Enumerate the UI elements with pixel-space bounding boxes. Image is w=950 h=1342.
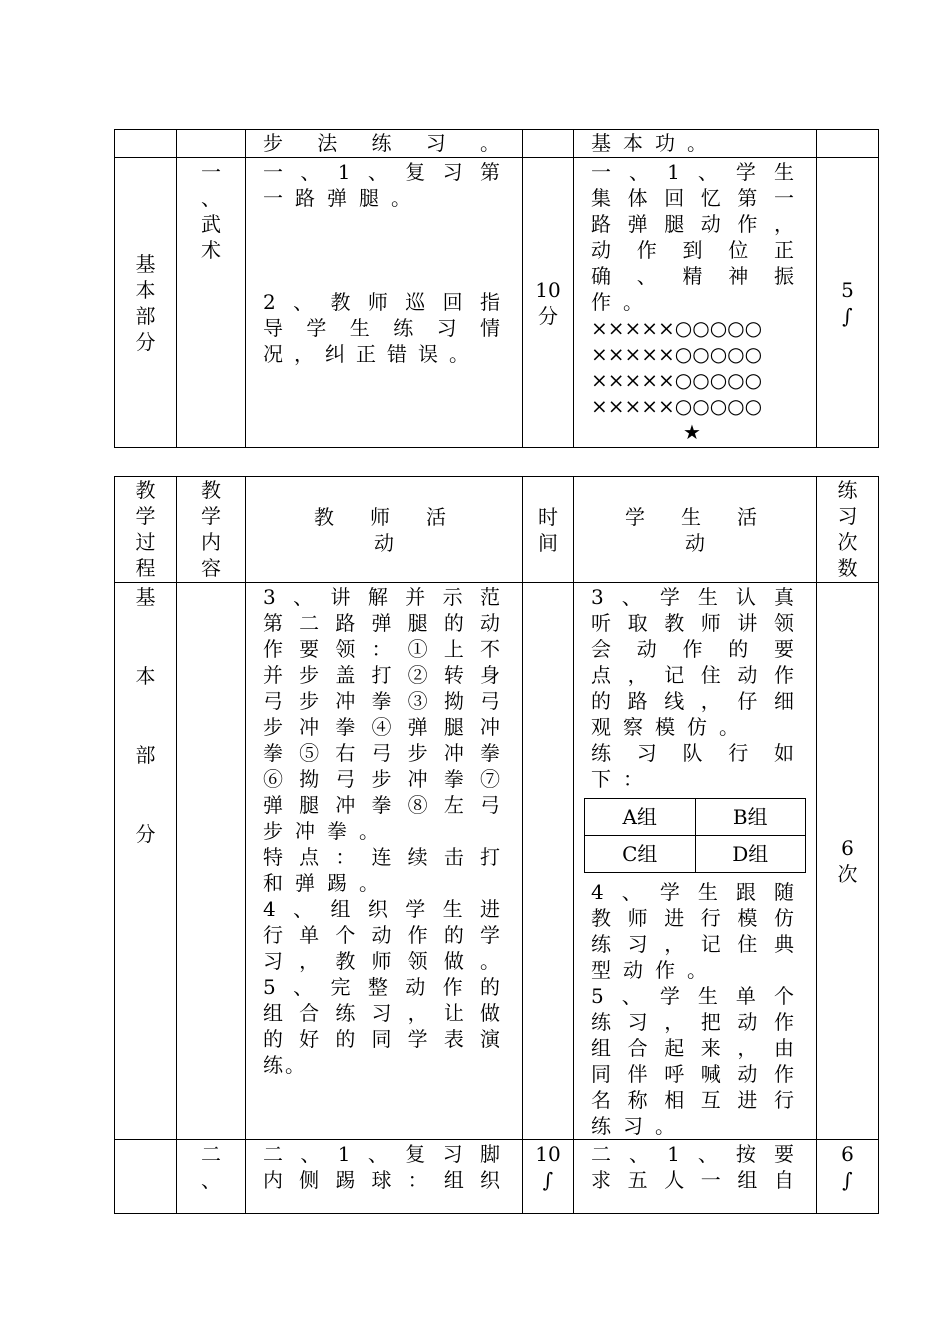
student-line: 的路线，仔细 [591,689,796,713]
header-char: 教 [201,478,221,502]
topic-char: 二 [201,1142,221,1166]
student-line: 一、1、学生 [591,160,796,184]
formation-row: ×××××○○○○○ [591,368,763,392]
student-line: 3、学生认真 [591,585,796,609]
teacher-activity-cell [246,130,523,158]
teacher-line: 5、完整动作的 [263,975,502,999]
student-line: 动作到位正 [591,238,796,262]
student-line: 练习队行如 [591,741,796,765]
teacher-line: 弓步冲拳③拗弓 [263,689,502,713]
topic-cell [177,130,246,158]
header-char: 容 [201,556,221,580]
count-value: 6 [841,1142,854,1166]
time-cell [523,583,574,1140]
teacher-activity-cell [246,583,523,1140]
time-value: 10 [535,1142,561,1166]
teacher-line: 拳⑤右弓步冲拳 [263,741,502,765]
count-unit: ∫ [842,1168,853,1192]
table-header-row [115,477,879,583]
student-line: 二、1、按要 [591,1142,796,1166]
group-a: A组 [585,799,696,836]
header-teacher [246,477,523,583]
process-cell [115,130,177,158]
student-line: 听取教师讲领 [591,611,796,635]
formation-row: ×××××○○○○○ [591,316,763,340]
time-cell [523,1140,574,1214]
topic-char: 术 [201,238,221,262]
student-line: 确、精神振 [591,264,796,288]
topic-cell [177,1140,246,1214]
student-line: 求五人一组自 [591,1168,796,1192]
header-student [574,477,817,583]
teacher-line: 一路弹腿。 [263,186,423,210]
count-value: 6 [841,836,854,860]
formation-row: ×××××○○○○○ [591,342,763,366]
process-char: 分 [135,329,156,354]
count-cell [817,130,879,158]
count-value: 5 [841,277,854,302]
student-line: 观察模仿。 [591,715,751,739]
teacher-line: 二、1、复习脚 [263,1142,502,1166]
teacher-line: 3、讲解并示范 [263,585,502,609]
teacher-line: 行单个动作的学 [263,923,502,947]
teacher-activity-cell [246,1140,523,1214]
student-line: 同伴呼喊动作 [591,1062,796,1086]
teacher-line: 作要领：①上不 [263,637,502,661]
teacher-line: 第二路弹腿的动 [263,611,502,635]
topic-char: 、 [201,1168,221,1192]
header-process [115,477,177,583]
header-char: 练 [837,478,858,502]
header-text: 学 生 活 [625,504,765,529]
time-cell [523,130,574,158]
student-text: 基本功。 [591,131,719,155]
topic-cell [177,583,246,1140]
header-text: 动 [685,530,705,555]
student-line: 路弹腿动作， [591,212,796,236]
topic-cell [177,158,246,448]
process-char: 本 [135,277,156,302]
teacher-line: 2、教师巡回指 [263,290,502,314]
teacher-text: 步法练习。 [263,131,502,155]
header-char: 数 [837,556,858,580]
table-row [115,158,879,448]
header-char: 次 [837,530,858,554]
process-cell [115,1140,177,1214]
teacher-line [246,263,522,289]
teacher-line: 组合练习，让做 [263,1001,502,1025]
table-row [115,130,879,158]
count-cell [817,583,879,1140]
teacher-line: 的好的同学表演 [263,1027,502,1051]
header-char: 内 [201,530,221,554]
student-line: 组合起来，由 [591,1036,796,1060]
process-char: 基 [135,251,156,276]
count-unit: ∫ [842,303,853,328]
header-char: 过 [135,530,156,554]
header-char: 习 [837,504,858,528]
count-unit: 次 [837,862,858,886]
time-unit: ∫ [542,1168,554,1192]
teacher-line: 并步盖打②转身 [263,663,502,687]
time-value: 10 [535,277,561,302]
star-icon: ★ [683,420,701,444]
process-char: 分 [135,822,156,846]
student-line: 会动作的要 [591,637,796,661]
student-line: 教师进行模仿 [591,906,796,930]
teacher-line: 步冲拳。 [263,819,391,843]
student-line: 练习。 [591,1114,687,1138]
time-unit: 分 [538,303,558,328]
header-topic [177,477,246,583]
header-count [817,477,879,583]
lesson-table-1 [114,129,879,448]
teacher-line: 习，教师领做。 [263,949,502,973]
student-activity-cell [574,158,817,448]
group-d: D组 [695,836,806,873]
process-char: 部 [135,743,156,767]
teacher-line: 一、1、复习第 [263,160,502,184]
count-cell [817,158,879,448]
teacher-line: ⑥拗弓步冲拳⑦ [263,767,502,791]
student-line: 作。 [591,290,655,314]
student-activity-cell [574,130,817,158]
formation-row: ×××××○○○○○ [591,394,763,418]
topic-char: 一 [201,160,221,184]
table-row [115,1140,879,1214]
teacher-line: 弹腿冲拳⑧左弓 [263,793,502,817]
group-c: C组 [585,836,696,873]
time-cell [523,158,574,448]
teacher-line: 特点：连续击打 [263,845,502,869]
teacher-line: 况，纠正错误。 [263,342,480,366]
header-char: 学 [135,504,156,528]
student-line: 练习，记住典 [591,932,796,956]
teacher-line: 步冲拳④弹腿冲 [263,715,502,739]
process-cell [115,583,177,1140]
teacher-line: 4、组织学生进 [263,897,502,921]
student-line: 5、学生单个 [591,984,796,1008]
header-char: 时 [538,504,558,529]
student-line: 名称相互进行 [591,1088,796,1112]
header-char: 学 [201,504,221,528]
student-activity-cell [574,583,817,1140]
header-char: 程 [135,556,156,580]
process-char: 本 [135,664,156,688]
group-table [584,798,806,873]
teacher-line: 练。 [263,1053,307,1077]
table-row [115,583,879,1140]
topic-char: 武 [201,212,221,236]
group-b: B组 [695,799,806,836]
header-char: 教 [135,478,156,502]
count-cell [817,1140,879,1214]
student-activity-cell [574,1140,817,1214]
topic-char: 、 [201,186,221,210]
process-cell [115,158,177,448]
student-line: 练习，把动作 [591,1010,796,1034]
teacher-line: 内侧踢球：组织 [263,1168,502,1192]
teacher-line [246,211,522,237]
student-line: 点，记住动作 [591,663,796,687]
process-char: 部 [135,303,156,328]
teacher-activity-cell [246,158,523,448]
header-char: 间 [538,530,558,555]
student-line: 集体回忆第一 [591,186,796,210]
teacher-line: 导学生练习情 [263,316,502,340]
header-text: 动 [374,530,394,555]
lesson-table-2 [114,476,879,1214]
header-time [523,477,574,583]
teacher-line [246,237,522,263]
student-line: 下： [591,767,655,791]
header-text: 教 师 活 [314,504,454,529]
student-line: 型动作。 [591,958,719,982]
teacher-line: 和弹踢。 [263,871,391,895]
student-line: 4、学生跟随 [591,880,796,904]
process-char: 基 [135,585,156,609]
